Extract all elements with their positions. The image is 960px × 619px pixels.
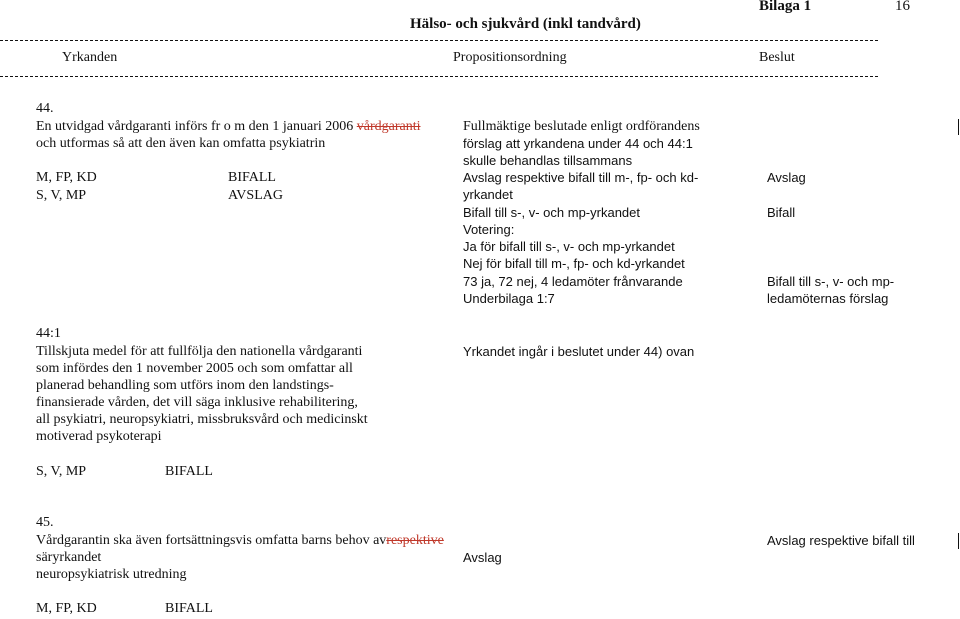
item-44-prop-line: Fullmäktige beslutade enligt ordförandens bbox=[463, 119, 700, 134]
item-44-text-line2: och utformas så att den även kan omfatta psykiatrin bbox=[36, 136, 326, 151]
column-header-yrkanden: Yrkanden bbox=[62, 50, 118, 65]
item-44-prop-line: Avslag respektive bifall till m-, fp- och kd- bbox=[463, 170, 699, 185]
item-44-text-line1: En utvidgad vårdgaranti införs fr o m den 1 januari 2006 vårdgaranti bbox=[36, 119, 421, 134]
item-44-1-line: all psykiatri, neuropsykiatri, missbruksvård och medicinskt bbox=[36, 412, 368, 427]
header-divider-bottom bbox=[0, 76, 878, 77]
item-44-prop-line: Votering: bbox=[463, 222, 515, 237]
column-header-beslut: Beslut bbox=[759, 50, 795, 65]
item-45-decision: Avslag respektive bifall till bbox=[767, 533, 915, 548]
item-45-number: 45. bbox=[36, 515, 54, 530]
item-44-prop-line: yrkandet bbox=[463, 187, 513, 202]
page-number: 16 bbox=[895, 0, 910, 14]
item-44-1-vote: BIFALL bbox=[165, 464, 213, 479]
item-44-number: 44. bbox=[36, 101, 54, 116]
item-44-prop-line: Ja för bifall till s-, v- och mp-yrkandet bbox=[463, 239, 675, 254]
revision-bar bbox=[958, 533, 959, 549]
item-45-line3: neuropsykiatrisk utredning bbox=[36, 567, 187, 582]
item-45-line1: Vårdgarantin ska även fortsättningsvis omfatta barns behov avrespektive bbox=[36, 533, 444, 548]
item-44-1-line: planerad behandling som utförs inom den landstings- bbox=[36, 378, 334, 393]
revision-bar bbox=[958, 119, 959, 135]
item-44-1-party: S, V, MP bbox=[36, 464, 87, 479]
item-44-1-prop: Yrkandet ingår i beslutet under 44) ovan bbox=[463, 344, 695, 359]
item-44-1-line: som infördes den 1 november 2005 och som omfattar all bbox=[36, 361, 353, 376]
item-44-party-2: S, V, MP bbox=[36, 188, 87, 203]
item-45-vote: BIFALL bbox=[165, 601, 213, 616]
item-44-vote-1: BIFALL bbox=[228, 170, 276, 185]
item-45-party: M, FP, KD bbox=[36, 601, 97, 616]
item-44-1-line: Tillskjuta medel för att fullfölja den nationella vårdgaranti bbox=[36, 344, 363, 359]
item-45-struck-word: respektive bbox=[386, 533, 444, 548]
item-44-1-line: finansierade vården, det vill säga inklusive rehabilitering, bbox=[36, 395, 358, 410]
item-44-1-number: 44:1 bbox=[36, 326, 61, 341]
item-45-line2: säryrkandet bbox=[36, 550, 102, 565]
item-44-vote-2: AVSLAG bbox=[228, 188, 283, 203]
item-44-decision-3-line2: ledamöternas förslag bbox=[767, 291, 889, 306]
page-title: Hälso- och sjukvård (inkl tandvård) bbox=[410, 16, 641, 32]
item-44-party-1: M, FP, KD bbox=[36, 170, 97, 185]
item-44-1-line: motiverad psykoterapi bbox=[36, 429, 162, 444]
item-44-prop-line: Bifall till s-, v- och mp-yrkandet bbox=[463, 205, 640, 220]
item-45-prop: Avslag bbox=[463, 550, 502, 565]
column-header-propositionsordning: Propositionsordning bbox=[453, 50, 567, 65]
item-44-prop-line: förslag att yrkandena under 44 och 44:1 bbox=[463, 136, 693, 151]
attachment-label: Bilaga 1 bbox=[759, 0, 812, 14]
item-44-decision-2: Bifall bbox=[767, 205, 796, 220]
item-44-prop-line: Underbilaga 1:7 bbox=[463, 291, 555, 306]
item-44-decision-3-line1: Bifall till s-, v- och mp- bbox=[767, 274, 895, 289]
item-44-prop-line: skulle behandlas tillsammans bbox=[463, 153, 633, 168]
item-44-decision-1: Avslag bbox=[767, 170, 806, 185]
header-divider-top bbox=[0, 40, 878, 41]
item-44-struck-word: vårdgaranti bbox=[356, 119, 421, 134]
item-44-prop-line: Nej för bifall till m-, fp- och kd-yrkandet bbox=[463, 256, 685, 271]
item-44-prop-line: 73 ja, 72 nej, 4 ledamöter frånvarande bbox=[463, 274, 683, 289]
